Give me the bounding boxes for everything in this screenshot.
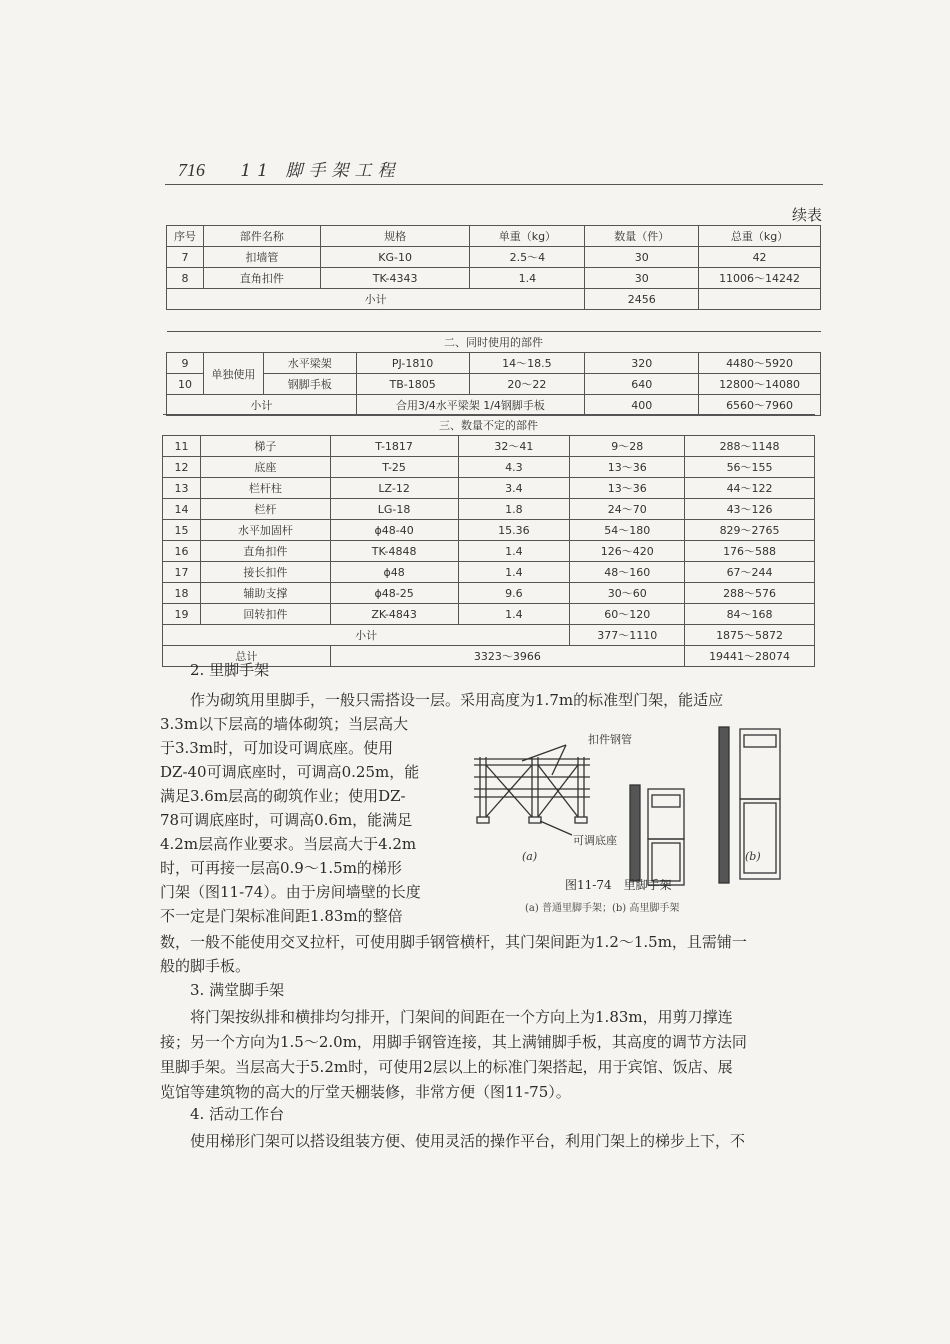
subtotal-row <box>167 289 821 310</box>
cell: TK-4343 <box>320 268 470 289</box>
cell: 1.8 <box>458 499 570 520</box>
cell: 3.4 <box>458 478 570 499</box>
header-cell: 序号 <box>167 226 204 247</box>
table-row <box>167 374 821 395</box>
cell: 回转扣件 <box>200 604 330 625</box>
chapter-title: 11 脚手架工程 <box>240 161 401 181</box>
header-cell: 数量（件） <box>585 226 699 247</box>
parts-table-part2 <box>166 331 821 416</box>
cell: 9 <box>167 353 204 374</box>
group-label: 单独使用 <box>203 353 263 395</box>
table-row <box>163 583 815 604</box>
cell: 640 <box>585 374 699 395</box>
table-row <box>163 436 815 457</box>
subtotal-note: 合用3/4水平梁架 1/4钢脚手板 <box>356 395 585 416</box>
cell: 9～28 <box>570 436 685 457</box>
cell: 栏杆 <box>200 499 330 520</box>
total-qty: 3323～3966 <box>330 646 684 667</box>
cell: 12 <box>163 457 201 478</box>
paragraph-line: 里脚手架。当层高大于5.2m时，可使用2层以上的标准门架搭起，用于宾馆、饭店、展 <box>160 1058 733 1076</box>
page-number: 716 <box>178 160 205 180</box>
table-row <box>163 499 815 520</box>
subtotal-qty: 2456 <box>585 289 699 310</box>
table-row <box>167 353 821 374</box>
cell: ϕ48 <box>330 562 458 583</box>
paragraph-line: 使用梯形门架可以搭设组装方便、使用灵活的操作平台，利用门架上的梯步上下，不 <box>190 1132 746 1150</box>
cell: 直角扣件 <box>200 541 330 562</box>
figure-subcaption: (a) 普通里脚手架；(b) 高里脚手架 <box>525 903 680 914</box>
figure-caption: 图11-74 里脚手架 <box>565 878 672 892</box>
cell: 4480～5920 <box>699 353 821 374</box>
cell: 42 <box>699 247 821 268</box>
table-row <box>163 478 815 499</box>
cell: 54～180 <box>570 520 685 541</box>
figure-a-drawing <box>474 745 590 835</box>
cell: 19 <box>163 604 201 625</box>
section-title: 二、同时使用的部件 <box>167 332 821 353</box>
table-row <box>163 562 815 583</box>
parts-table-part1 <box>166 225 821 310</box>
section-row <box>163 415 815 436</box>
cell: 12800～14080 <box>699 374 821 395</box>
cell: 829～2765 <box>685 520 815 541</box>
paragraph-line: 作为砌筑用里脚手，一般只需搭设一层。采用高度为1.7m的标准型门架，能适应 <box>190 691 724 709</box>
subtotal-total: 1875～5872 <box>685 625 815 646</box>
total-total: 19441～28074 <box>685 646 815 667</box>
cell: 14～18.5 <box>469 353 585 374</box>
cell: 水平加固杆 <box>200 520 330 541</box>
label-coupler-pipe: 扣件钢管 <box>588 733 632 746</box>
paragraph-line: 不一定是门架标准间距1.83m的整倍 <box>160 907 403 925</box>
cell: 30 <box>585 268 699 289</box>
cell: KG-10 <box>320 247 470 268</box>
rows-bottom <box>163 436 815 625</box>
cell: 48～160 <box>570 562 685 583</box>
cell: TB-1805 <box>356 374 469 395</box>
cell: 8 <box>167 268 204 289</box>
table-row <box>163 457 815 478</box>
section-row <box>167 332 821 353</box>
paragraph-line: 门架（图11-74）。由于房间墙壁的长度 <box>160 883 421 901</box>
table-row <box>163 604 815 625</box>
table-row <box>163 541 815 562</box>
cell: 1.4 <box>458 604 570 625</box>
paragraph-line: 4.2m层高作业要求。当层高大于4.2m <box>160 835 417 853</box>
parts-table-part3 <box>162 414 815 667</box>
cell: 1.4 <box>470 268 585 289</box>
paragraph-line: 览馆等建筑物的高大的厅堂天棚装修，非常方便（图11-75）。 <box>160 1083 571 1101</box>
subtotal-label: 小计 <box>163 625 570 646</box>
cell: 4.3 <box>458 457 570 478</box>
cell: 84～168 <box>685 604 815 625</box>
paragraph-line: 将门架按纵排和横排均匀排开，门架间的间距在一个方向上为1.83m，用剪刀撑连 <box>190 1008 733 1026</box>
cell: 30 <box>585 247 699 268</box>
paragraph-line: DZ-40可调底座时，可调高0.25m，能 <box>160 763 420 781</box>
cell: 水平梁架 <box>263 353 356 374</box>
cell: 15 <box>163 520 201 541</box>
cell: 44～122 <box>685 478 815 499</box>
paragraph-line: 接；另一个方向为1.5～2.0m，用脚手钢管连接，其上满铺脚手板，其高度的调节方法同 <box>160 1033 747 1051</box>
cell: 56～155 <box>685 457 815 478</box>
heading-inner-scaffold: 2. 里脚手架 <box>190 661 270 679</box>
cell: 67～244 <box>685 562 815 583</box>
cell: 320 <box>585 353 699 374</box>
cell: T-25 <box>330 457 458 478</box>
cell: 1.4 <box>458 562 570 583</box>
cell: 2.5～4 <box>470 247 585 268</box>
paragraph-line: 3.3m以下层高的墙体砌筑；当层高大 <box>160 715 409 733</box>
cell: LG-18 <box>330 499 458 520</box>
cell: 栏杆柱 <box>200 478 330 499</box>
subtotal-qty: 400 <box>585 395 699 416</box>
cell: 底座 <box>200 457 330 478</box>
cell: 11 <box>163 436 201 457</box>
cell: 辅助支撑 <box>200 583 330 604</box>
cell: 18 <box>163 583 201 604</box>
cell: 288～1148 <box>685 436 815 457</box>
cell: 9.6 <box>458 583 570 604</box>
cell: 288～576 <box>685 583 815 604</box>
header-rule <box>165 184 823 185</box>
cell: ϕ48-25 <box>330 583 458 604</box>
cell: 11006～14242 <box>699 268 821 289</box>
page-header <box>178 156 400 181</box>
label-b: (b) <box>745 850 761 863</box>
header-cell: 单重（kg） <box>470 226 585 247</box>
section-title: 三、数量不定的部件 <box>163 415 815 436</box>
paragraph-line: 数，一般不能使用交叉拉杆，可使用脚手钢管横杆，其门架间距为1.2～1.5m，且需铺一 <box>160 933 747 951</box>
continued-label: 续表 <box>791 206 822 224</box>
cell: PJ-1810 <box>356 353 469 374</box>
cell: 17 <box>163 562 201 583</box>
cell: 接长扣件 <box>200 562 330 583</box>
paragraph-line: 时，可再接一层高0.9～1.5m的梯形 <box>160 859 402 877</box>
cell: 126～420 <box>570 541 685 562</box>
table-header-row <box>167 226 821 247</box>
paragraph-line: 于3.3m时，可加设可调底座。使用 <box>160 739 394 757</box>
subtotal-label: 小计 <box>167 289 585 310</box>
cell: ϕ48-40 <box>330 520 458 541</box>
table-row <box>167 268 821 289</box>
paragraph-line: 78可调底座时，可调高0.6m，能满足 <box>160 811 413 829</box>
header-cell: 规格 <box>320 226 470 247</box>
header-cell: 部件名称 <box>203 226 320 247</box>
subtotal-row <box>167 395 821 416</box>
cell: 24～70 <box>570 499 685 520</box>
table-row <box>167 247 821 268</box>
heading-full-scaffold: 3. 满堂脚手架 <box>190 981 285 999</box>
cell: ZK-4843 <box>330 604 458 625</box>
paragraph-line: 般的脚手板。 <box>160 957 251 975</box>
cell: 10 <box>167 374 204 395</box>
heading-work-platform: 4. 活动工作台 <box>190 1105 285 1123</box>
cell: 43～126 <box>685 499 815 520</box>
cell: 13～36 <box>570 478 685 499</box>
cell: 14 <box>163 499 201 520</box>
total-label: 总计 <box>163 646 331 667</box>
header-cell: 总重（kg） <box>699 226 821 247</box>
cell: 钢脚手板 <box>263 374 356 395</box>
cell: 16 <box>163 541 201 562</box>
table-row <box>163 520 815 541</box>
cell: 32～41 <box>458 436 570 457</box>
subtotal-qty: 377～1110 <box>570 625 685 646</box>
subtotal-label: 小计 <box>167 395 357 416</box>
subtotal-row <box>163 625 815 646</box>
cell: LZ-12 <box>330 478 458 499</box>
cell: 30～60 <box>570 583 685 604</box>
cell: 13～36 <box>570 457 685 478</box>
paragraph-line: 满足3.6m层高的砌筑作业；使用DZ- <box>160 787 406 805</box>
cell: 梯子 <box>200 436 330 457</box>
cell: 15.36 <box>458 520 570 541</box>
label-a: (a) <box>522 850 538 863</box>
label-adjustable-base: 可调底座 <box>573 834 617 847</box>
cell: 直角扣件 <box>203 268 320 289</box>
subtotal-total <box>699 289 821 310</box>
cell: 扣墙管 <box>203 247 320 268</box>
cell: 20～22 <box>469 374 585 395</box>
cell: 7 <box>167 247 204 268</box>
cell: 13 <box>163 478 201 499</box>
cell: 60～120 <box>570 604 685 625</box>
subtotal-total: 6560～7960 <box>699 395 821 416</box>
cell: 176～588 <box>685 541 815 562</box>
cell: 1.4 <box>458 541 570 562</box>
cell: TK-4848 <box>330 541 458 562</box>
cell: T-1817 <box>330 436 458 457</box>
